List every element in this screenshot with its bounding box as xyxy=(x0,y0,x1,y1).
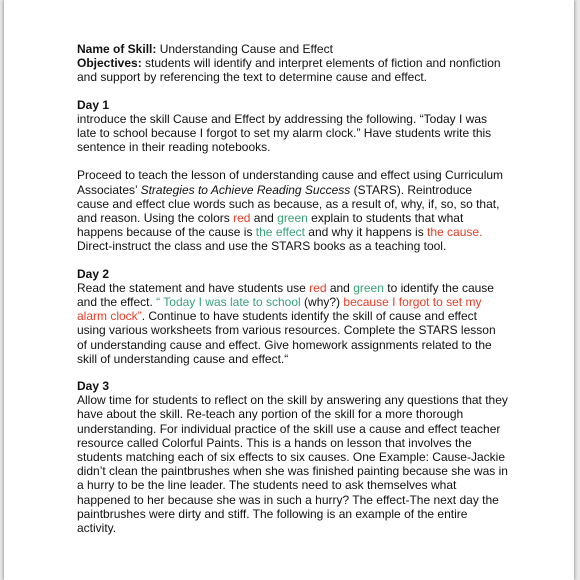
book-title: Strategies to Achieve Reading Success xyxy=(140,182,351,197)
cause-phrase: the cause xyxy=(427,225,480,240)
day2-line xyxy=(77,281,507,295)
text-span: Associates’ xyxy=(77,182,141,197)
day3-line: understanding. For individual practice of the skill use a cause and effect teacher xyxy=(77,421,501,436)
day3-line: a hurry to be the line leader. The students need to ask themselves what xyxy=(77,478,457,493)
document-page xyxy=(4,0,574,580)
day3-line: activity. xyxy=(77,521,117,536)
text-span: Read the statement and have students use xyxy=(77,280,310,295)
day3-line: have about the skill. Re-teach any portion of the skill for a more thorough xyxy=(77,407,464,422)
lesson-plan-text xyxy=(77,42,507,535)
green-word: green xyxy=(353,280,384,295)
red-word: red xyxy=(233,211,251,226)
text-span: and xyxy=(326,280,354,295)
day2-heading: Day 2 xyxy=(77,266,110,281)
day2-line xyxy=(77,295,507,309)
day3-line: Allow time for students to reflect on the skill by answering any questions that they xyxy=(77,393,508,408)
day1-p2-line: cause and effect clue words such as because, as a result of, why, if, so, so that, xyxy=(77,196,500,211)
text-span: . xyxy=(479,225,483,240)
skill-label: Name of Skill: xyxy=(77,42,157,56)
day1-p2-line xyxy=(77,225,507,239)
day1-p1-line: late to school because I forgot to set my alarm clock.” Have students write this xyxy=(77,126,492,141)
text-span: (why?) xyxy=(300,295,344,310)
text-span: explain to students that what xyxy=(307,211,464,226)
day3-line: paintbrushes were dirty and stiff. The following is an example of the entire xyxy=(77,506,468,521)
day3-line: resource called Colorful Paints. This is a hands on lesson that involves the xyxy=(77,435,472,450)
day1-heading: Day 1 xyxy=(77,97,110,112)
text-span: and why it happens is xyxy=(304,225,428,240)
effect-phrase: “ Today I was late to school xyxy=(156,295,301,310)
text-span: and the effect. xyxy=(77,295,157,310)
objectives-text-1: students will identify and interpret elements of fiction and nonfiction xyxy=(141,56,501,71)
green-word: green xyxy=(277,211,308,226)
day3-line: students matching each of six effects to six causes. One Example: Cause-Jackie xyxy=(77,450,505,465)
text-span: and reason. Using the colors xyxy=(77,211,234,226)
day3-heading: Day 3 xyxy=(77,379,110,394)
day3-line: happened to her because she was in such a hurry? The effect-The next day the xyxy=(77,492,499,507)
skill-value: Understanding Cause and Effect xyxy=(156,42,333,56)
text-span: happens because of the cause is xyxy=(77,225,256,240)
text-span: and xyxy=(250,211,278,226)
day3-line: didn’t clean the paintbrushes when she was finished painting because she was in xyxy=(77,464,508,479)
day1-p2-line: Proceed to teach the lesson of understanding cause and effect using Curriculum xyxy=(77,168,504,183)
day2-line xyxy=(77,309,507,323)
text-span: (STARS). Reintroduce xyxy=(350,182,473,197)
cause-phrase: alarm clock” xyxy=(77,309,142,324)
text-span: to identify the cause xyxy=(383,280,494,295)
objectives-line-1 xyxy=(77,56,507,70)
effect-phrase: the effect xyxy=(255,225,305,240)
day1-p1-line: sentence in their reading notebooks. xyxy=(77,140,271,155)
objectives-line-2: and support by referencing the text to determine cause and effect. xyxy=(77,70,427,85)
text-span: . Continue to have students identify the skill of cause and effect xyxy=(141,309,478,324)
objectives-label: Objectives: xyxy=(77,56,142,71)
cause-phrase: because I forgot to set my xyxy=(343,295,482,310)
day1-p2-line xyxy=(77,183,507,197)
day1-p2-line: Direct-instruct the class and use the STARS books as a teaching tool. xyxy=(77,239,447,254)
skill-line xyxy=(77,42,507,56)
day1-p2-line xyxy=(77,211,507,225)
red-word: red xyxy=(309,280,327,295)
day2-line: using various worksheets from various resources. Complete the STARS lesson xyxy=(77,323,496,338)
day2-line: of understanding cause and effect. Give homework assignments related to the xyxy=(77,337,492,352)
day2-line: skill of understanding cause and effect.“ xyxy=(77,351,289,366)
day1-p1-line: introduce the skill Cause and Effect by addressing the following. “Today I was xyxy=(77,111,488,126)
